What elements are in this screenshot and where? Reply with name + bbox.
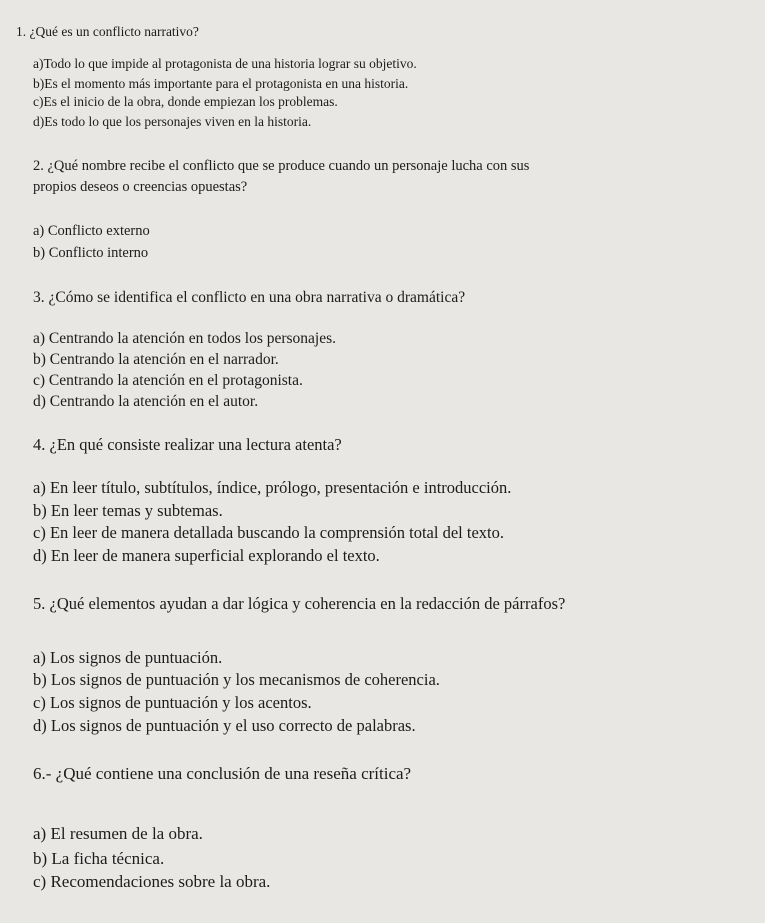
question-3-option-d: d) Centrando la atención en el autor.: [33, 393, 259, 410]
question-3-option-b: b) Centrando la atención en el narrador.: [33, 351, 279, 368]
question-5-option-a: a) Los signos de puntuación.: [33, 648, 223, 667]
question-6-option-b: b) La ficha técnica.: [33, 849, 165, 868]
question-2-option-b: b) Conflicto interno: [33, 245, 149, 261]
question-4-option-d: d) En leer de manera superficial explorando el texto.: [33, 546, 380, 565]
question-1-option-c: c)Es el inicio de la obra, donde empiezan los problemas.: [33, 94, 338, 109]
question-6-prompt: 6.- ¿Qué contiene una conclusión de una reseña crítica?: [33, 764, 412, 783]
question-2-option-a: a) Conflicto externo: [33, 223, 150, 239]
question-3-prompt: 3. ¿Cómo se identifica el conflicto en una obra narrativa o dramática?: [33, 289, 466, 306]
question-1-prompt: 1. ¿Qué es un conflicto narrativo?: [16, 24, 199, 39]
question-2-prompt-line-1: 2. ¿Qué nombre recibe el conflicto que se produce cuando un personaje lucha con sus: [33, 158, 530, 174]
question-6-option-a: a) El resumen de la obra.: [33, 824, 203, 843]
question-1-option-a: a)Todo lo que impide al protagonista de una historia lograr su objetivo.: [33, 56, 417, 71]
question-1-option-d: d)Es todo lo que los personajes viven en la historia.: [33, 114, 312, 129]
question-6-option-c: c) Recomendaciones sobre la obra.: [33, 872, 271, 891]
question-3-option-c: c) Centrando la atención en el protagonista.: [33, 372, 303, 389]
question-5-prompt: 5. ¿Qué elementos ayudan a dar lógica y coherencia en la redacción de párrafos?: [33, 594, 566, 613]
question-4-option-b: b) En leer temas y subtemas.: [33, 501, 223, 520]
question-5-option-c: c) Los signos de puntuación y los acentos.: [33, 693, 312, 712]
question-5-option-b: b) Los signos de puntuación y los mecanismos de coherencia.: [33, 670, 440, 689]
question-4-option-c: c) En leer de manera detallada buscando la comprensión total del texto.: [33, 523, 504, 542]
question-4-option-a: a) En leer título, subtítulos, índice, prólogo, presentación e introducción.: [33, 478, 512, 497]
question-3-option-a: a) Centrando la atención en todos los personajes.: [33, 330, 337, 347]
question-1-option-b: b)Es el momento más importante para el protagonista en una historia.: [33, 76, 409, 91]
question-4-prompt: 4. ¿En qué consiste realizar una lectura atenta?: [33, 435, 342, 454]
question-5-option-d: d) Los signos de puntuación y el uso correcto de palabras.: [33, 716, 416, 735]
question-2-prompt-line-2: propios deseos o creencias opuestas?: [33, 179, 248, 195]
